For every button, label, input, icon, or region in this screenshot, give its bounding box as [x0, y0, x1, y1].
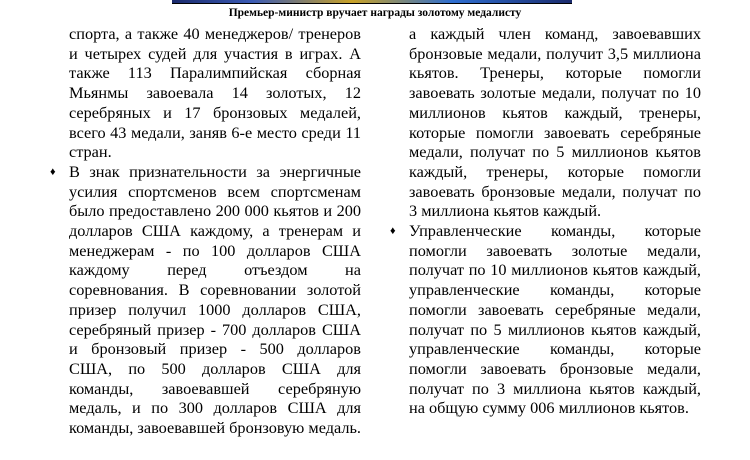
right-paragraph-2: Управленческие команды, которые помогли завоевать золотые медали, получат по 10 миллионов кьятов каждый, управленческие команды, которые помогли завоевать серебряные медали, получат по 5 миллионов кьятов каждый, управленческие команды, которые помогли завоевать бронзовые медали, получат по 3 миллиона кьятов каждый, на общую сумму 006 миллионов кьятов. — [409, 221, 701, 418]
right-bullet-item — [390, 221, 701, 418]
right-column — [390, 24, 701, 418]
left-paragraph-1: спорта, а также 40 менеджеров/ тренеров и четырех судей для участия в играх. А также 113 Паралимпийская сборная Мьянмы завоевала 14 золотых, 12 серебряных и 17 бронзовых медалей, всего 43 медали, заняв 6-е место среди 11 стран. — [69, 24, 361, 162]
diamond-bullet-icon: ♦ — [50, 165, 56, 178]
left-column — [50, 24, 361, 438]
right-paragraph-1: а каждый член команд, завоевавших бронзовые медали, получит 3,5 миллиона кьятов. Тренеры, которые помогли завоевать золотые медали, получат по 10 миллионов кьятов каждый, тренеры, которые помогли завоевать серебряные медали, получат по 5 миллионов кьятов каждый, тренеры, которые помогли завоевать бронзовые медали, получат по 3 миллиона кьятов каждый. — [409, 24, 701, 221]
photo-bottom-edge — [172, 0, 572, 4]
photo-caption: Премьер-министр вручает награды золотому медалисту — [228, 7, 522, 19]
diamond-bullet-icon: ♦ — [390, 225, 396, 238]
left-paragraph-2: В знак признательности за энергичные усилия спортсменов всем спортсменам было предоставлено 200 000 кьятов и 200 долларов США каждому, а тренерам и менеджерам - по 100 долларов США каждому перед отъездом на соревнования. В соревновании золотой призер получил 1000 долларов США, серебряный призер - 700 долларов США и бронзовый призер - 500 долларов США, по 500 долларов США для команды, завоевавшей серебряную медаль, и по 300 долларов США для команды, завоевавшей бронзовую медаль. — [69, 161, 361, 438]
left-bullet-item — [50, 161, 361, 438]
